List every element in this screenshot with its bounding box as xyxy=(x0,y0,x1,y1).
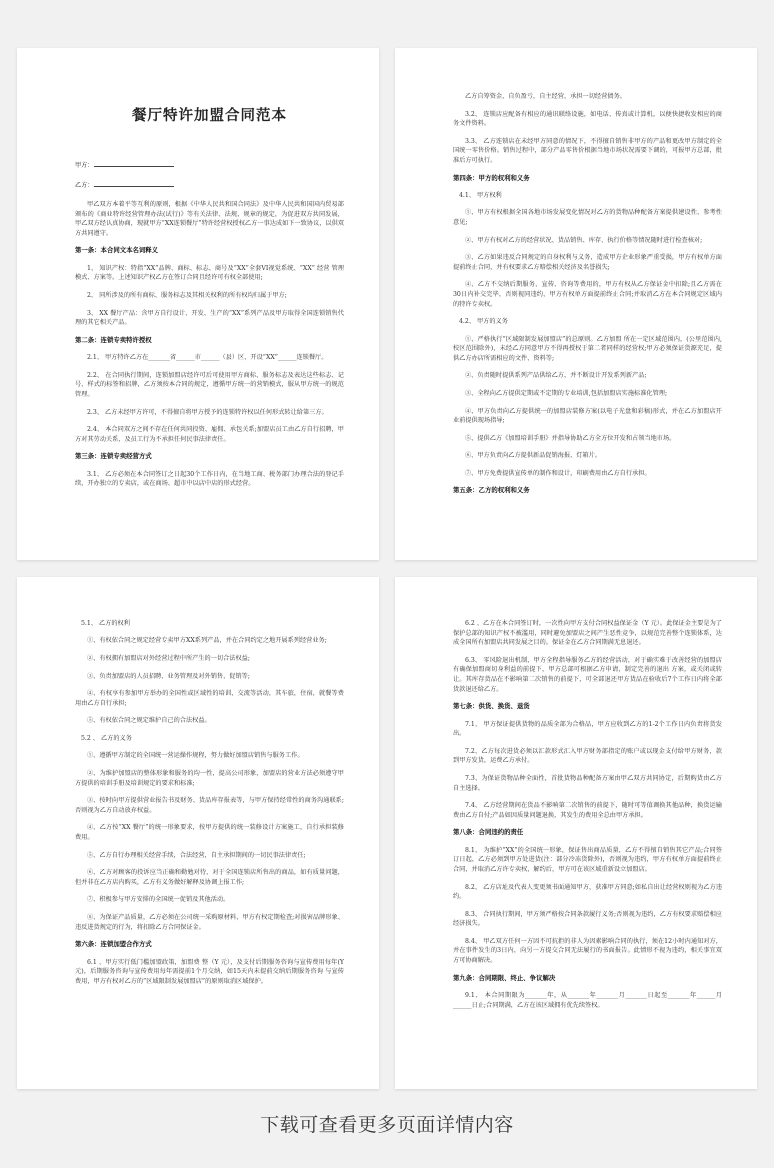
paragraph: 2.4、 本合同双方之间不存在任何共同投资、雇佣、承包关系;加盟店员工由乙方自行招聘，甲方对其劳动关系，及员工行为不承担任何民事法律责任。 xyxy=(75,426,344,443)
paragraph: ①、有权依合同之规定经营专卖甲方XX系列产品，并在合同约定之地开展系列经营业务; xyxy=(87,637,327,645)
paragraph: 1、 知识产权：特指“XX”品牌、商标、标志、商号及“XX”全套VI视觉系统、“XX” 经营 管理模式、方案等。上述知识产权乙方在签订合同且经许可有权全部使用; xyxy=(75,264,344,282)
subsection-heading: 5.2 、 乙方的义务 xyxy=(81,734,132,742)
subsection-heading: 5.1、 乙方的权利 xyxy=(81,620,130,627)
section-heading: 第二条：连锁专卖特许授权 xyxy=(75,335,152,344)
paragraph: ⑥、乙方对顾客的投诉应当正确和勤勉对待，对于全国连锁店所售出的商品，如有质量问题，但并非在乙方店内购买，乙方有义务做好解释及协调上报工作; xyxy=(75,869,344,886)
paragraph: ③、负责加盟店的人员招聘、业务管理及对外销售、促销等; xyxy=(87,672,250,680)
section-heading: 第四条：甲方的权利和义务 xyxy=(453,173,530,182)
paragraph: ①、甲方有权根据全国各地市场发展变化情况对乙方的货物品种配备方案提供建设性、参考性意见; xyxy=(453,209,722,226)
paragraph: ①、严格执行“区域限制发展加盟店”的总原则。乙方加盟 所在一定区域范围内，(公里范围内,校区范围除外)，未经乙方同意甲方不得再授权于第二者同样的经营权;甲方必须保证货源充足，提供乙方办店所需相应的文件、资料等; xyxy=(453,335,722,362)
paragraph: 3.3、 乙方连锁店在未经甲方同意的情况下，不得擅自销售非甲方的产品和更改甲方制定的全国统一零售价格。销售过程中，部分产品零售价根据当地市场状况需要下调的，可报甲方总部，批准后方可执行。 xyxy=(453,137,722,164)
document-page-3 xyxy=(17,577,379,1089)
party-b-line xyxy=(75,180,344,190)
paragraph: ⑥、甲方负责向乙方提供新品促销海报、灯箱片。 xyxy=(465,452,602,460)
section-heading: 第六条：连锁加盟合作方式 xyxy=(75,940,152,949)
party-a-label: 甲方： xyxy=(75,162,94,169)
document-page-1 xyxy=(17,48,379,560)
paragraph: ①、遵循甲方制定的全国统一营运操作规程，努力做好加盟店销售与服务工作。 xyxy=(87,752,304,760)
subsection-heading: 4.2、 甲方的义务 xyxy=(459,318,508,326)
paragraph: 2.3、 乙方未经甲方许可，不得擅自将甲方授予的连锁特许权以任何形式转让给第三方。 xyxy=(87,408,328,416)
paragraph: ③、按时向甲方提供营业报告书及财务、货品库存报表等，与甲方保持经常性的商务沟通联系;否则视为乙方自动放弃权益。 xyxy=(75,797,344,814)
paragraph: ⑤、提供乙方《加盟培训手册》并指导协助乙方全方位开发和占领当地市场。 xyxy=(465,434,676,442)
paragraph: ③、乙方如果违反合同规定的自身权利与义务，造成甲方企业形象严重受损，甲方有权单方面提前终止合同，并有权要求乙方赔偿相关经济及名誉损失; xyxy=(453,254,722,271)
paragraph: ⑤、乙方自行办理相关经营手续，合法经营，自主承担期间的一切民事法律责任; xyxy=(87,851,306,859)
party-b-blank xyxy=(94,180,174,187)
paragraph: 8.3、 合同执行期间，甲方须严格按合同条款履行义务;否则视为违约，乙方有权要求赔偿相应经济损失。 xyxy=(453,910,722,928)
paragraph: ④、乙方按“XX 餐厅”的统一形象要求，按甲方提供的统一装修设计方案施工，自行承担装修费用。 xyxy=(75,824,344,841)
paragraph: ②、为维护加盟店的整体形象和服务的均一性，提高公司形象，加盟店的营业方法必须遵守甲方提供的培训手册及培训规定的要求和标准; xyxy=(75,769,344,787)
paragraph: 2、 同所涉及的所有商标、服务标志及其相关权利的所有权均归属于甲方; xyxy=(87,291,287,299)
paragraph: ②、负责随时提供系列产品供给乙方，并不断设计开发系列新产品; xyxy=(465,372,647,380)
party-a-blank xyxy=(94,160,174,167)
document-page-2 xyxy=(395,48,757,560)
paragraph: 8.1、 为维护“XX”的全国统一形象，保证售出商品质量，乙方不得擅自销售其它产品;合同签订日起，乙方必须到甲方处进货(注：部分冷冻货除外)，否则视为违约，甲方有权单方面提前终止合同，并取消乙方许专卖权，解约后，甲方可在该区域重新设立加盟店。 xyxy=(453,846,722,873)
section-heading: 第三条：连锁专卖经营方式 xyxy=(75,452,152,461)
paragraph: ⑦、积极参与甲方安排的全国统一促销及其他活动。 xyxy=(87,896,230,904)
paragraph: 6.2 、乙方在本合同签订时，一次性向甲方支付合同权益保证金（Y 元）。此保证金主要是为了保护总部的知识产权不被滥用，同时避免加盟店之间产生恶性竞争，以规范完善整个连锁体系，达成全国所有加盟店共同发展之目的。保证金在乙方合同期满无息退还。 xyxy=(453,620,722,647)
party-b-label: 乙方： xyxy=(75,182,94,189)
paragraph: 8.4、 甲乙双方任何一方因不可抗拒的非人为因素影响合同的执行，须在12小时内通知对方，并在事件发生的3日内，向另一方提交合同无法履行的书面报告。此情形不视为违约，相关事宜双方可协商解决。 xyxy=(453,937,722,965)
paragraph: 9.1、 本合同期限为_______年，从_______年_______月_______日起至_______年______月______日止;合同期满，乙方在该区域拥有优先续签权。 xyxy=(453,992,722,1009)
section-heading: 第七条：供货、换货、退货 xyxy=(453,702,530,711)
paragraph: 甲乙双方本着平等互利的原则，根据《中华人民共和国合同法》及中华人民共和国国内贸易部颁布的《商业特许经营管理办法(试行)》等有关法律、法规、规章的规定，为促进双方共同发展，甲乙双方经认真协商，现就甲方“XX连锁餐厅”特许经营权授权乙方一事达成如下一致协议，以供双方共同遵守。 xyxy=(75,201,344,237)
paragraph: 7.3、为保证货物品种全面性，首批货物品种配备方案由甲乙双方共同协定，后期购货由乙方自主选择。 xyxy=(453,774,722,792)
paragraph: ④、乙方不交纳后期服务、宣传、咨询等费用的，甲方有权从乙方保证金中扣除;且乙方需在30日内补交完毕，否则视同违约，甲方有权单方面提前终止合同;并取消乙方在本合同规定区域内的特许专卖权。 xyxy=(453,281,722,308)
party-a-line xyxy=(75,160,344,170)
paragraph: 7.4、 乙方经营期间在货品不影响第二次销售的前提下，随时可等值调换其他品种，换货运输费由乙方自付;产品如因质量问题退换，其发生的费用全总由甲方承担。 xyxy=(453,802,722,819)
paragraph: ⑧、为保证产品质量，乙方必须在公司统一采购原材料，甲方有权定期检查;对损害品牌形象、违反进货规定的行为，将扣除乙方合同保证金。 xyxy=(75,913,344,931)
paragraph: ③、全程向乙方提供定期或不定期的专业培训,包括加盟店实施标准化管理; xyxy=(465,389,668,397)
download-more-prompt[interactable]: 下载可查看更多页面详情内容 xyxy=(260,1114,514,1136)
paragraph: ④、甲方负责向乙方提供统一的加盟店装修方案(以电子光盘和彩稿)形式，并在乙方加盟店开业前提供现场指导; xyxy=(453,407,722,425)
paragraph: 7.1、 甲方保证提供货物的品质全部为合格品，甲方应收到乙方的1-2个工作日内负责将货发出。 xyxy=(453,720,722,738)
document-page-4 xyxy=(395,577,757,1089)
paragraph: 2.1、 甲方特许乙方在_______省______市______（县）区，开设“XX”______连锁餐厅。 xyxy=(87,354,328,362)
section-heading: 第一条：本合同文本名词释义 xyxy=(75,246,159,255)
paragraph: 3、 XX 餐厅产品：含甲方自行设计、开发、生产的“XX”系列产品及甲方取得全国连锁销售代理的其它相关产品。 xyxy=(75,309,344,327)
paragraph: 3.2、 连锁店应配备有相应的通讯联络设施，如电话、传真或计算机，以便快捷收发相应的商务文件资料。 xyxy=(453,110,722,128)
section-heading: 第八条：合同违约的责任 xyxy=(453,828,524,837)
paragraph: ⑤、有权依合同之规定维护自己的合法权益。 xyxy=(87,717,211,725)
paragraph: ⑦、甲方免费提供宣传单的制作和设计，印刷费用由乙方自行承担。 xyxy=(465,469,651,477)
paragraph: ②、甲方有权对乙方的经营状况、货品销售、库存、执行价格等情况随时进行检查核对; xyxy=(465,236,703,244)
paragraph: 2.2、 在合同执行期间，连锁加盟店经许可后可使用甲方商标、服务标志及表达这些标志、记号、样式的标签和招牌，乙方须按本合同的规定，遵循甲方统一的营销模式，服从甲方统一的规范管理。 xyxy=(75,371,344,398)
paragraph: 6.3、 零风险退出机制，甲方全程指导服务乙方的经营活动，对于确实难于改善经营的加盟店有确保加盟商切身利益的前提下，甲方总部可根据乙方申请，制定完善的退出 方案，或关闭或转让。其库存货品在不影响第二次销售的前提下，可全部退还甲方货品在验收后7个工作日内将全部货款退还给乙方。 xyxy=(453,656,722,693)
paragraph: ②、有权拥有加盟店对外经营过程中所产生的一切合法权益; xyxy=(87,655,250,662)
document-title: 餐厅特许加盟合同范本 xyxy=(132,108,287,124)
paragraph: ④、有权享有参加甲方举办的全国性或区域性的培训，交流等活动，其车旅，住宿，就餐等费用由乙方自行承担; xyxy=(75,690,344,707)
section-heading: 第五条：乙方的权利和义务 xyxy=(453,486,530,495)
section-heading: 第九条：合同期限、终止、争议解决 xyxy=(453,973,556,982)
paragraph: 8.2、 乙方店址及代表人变更须书面通知甲方，获准甲方同意;如私自出让经营权则视为乙方违约。 xyxy=(453,883,722,901)
paragraph: 7.2、乙方每次进货必须以汇款形式汇入甲方财务部指定的账户或以现金支付给甲方财务，款到甲方发货，运费乙方承付。 xyxy=(453,747,722,765)
subsection-heading: 4.1、 甲方权利 xyxy=(459,191,502,199)
paragraph: 乙方自筹资金，自负盈亏，自主经营，承担一切经营债务。 xyxy=(465,93,626,100)
paragraph: 3.1、 乙方必须在本合同签订之日起30个工作日内，在当地工商、税务部门办理合法的登记手续，开办独立的专卖店，或在商场、超市中以店中店的形式经营。 xyxy=(75,470,344,488)
paragraph: 6.1 、甲方实行低门槛加盟政策，加盟费 整（Y 元），及支付后期服务咨询与宣传费用每年(Y 元)，后期服务咨询与宣传费用每年需提前1个月交纳，如15天内未提前交纳后期服务咨询 与宣传费用，甲方有权对乙方的“区域限制发展加盟店”的原则取消区域保护。 xyxy=(75,958,344,985)
